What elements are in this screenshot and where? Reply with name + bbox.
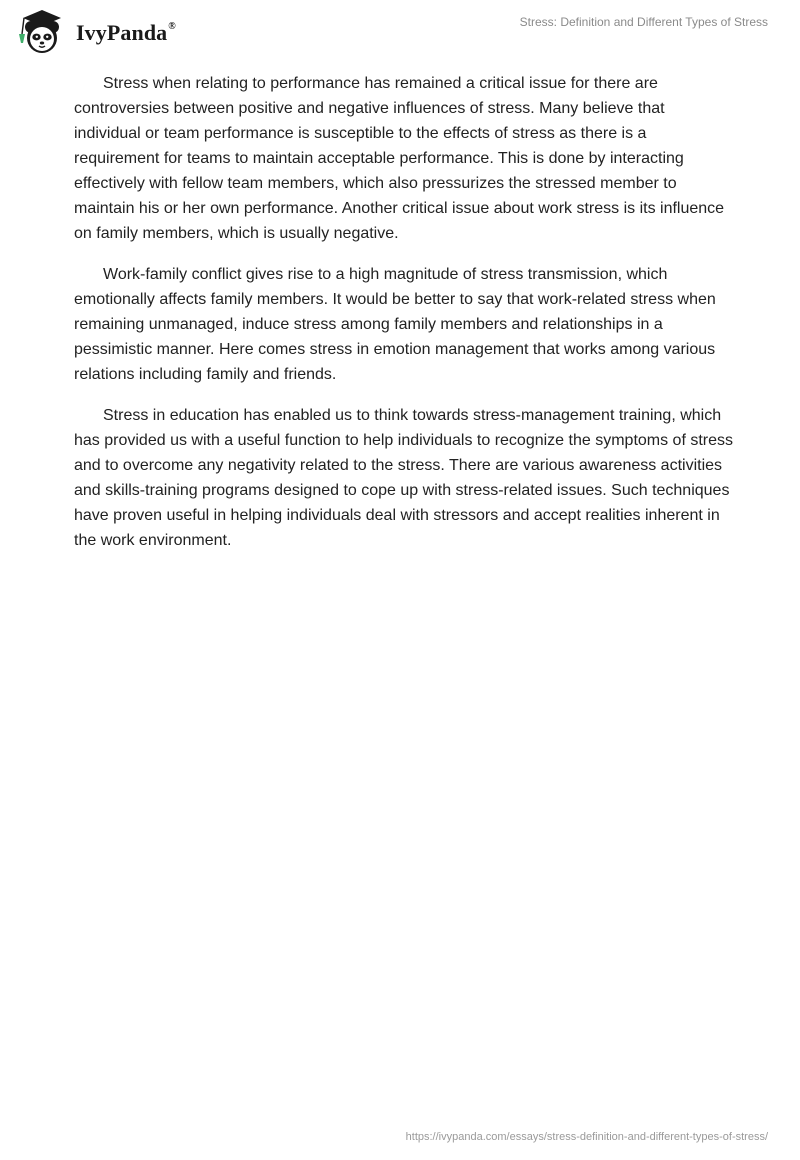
registered-mark: ®: [168, 20, 176, 32]
brand-name-text: IvyPanda: [76, 20, 168, 45]
page-header: [0, 0, 800, 60]
panda-graduation-cap-icon: [14, 8, 70, 56]
paragraph: Work-family conflict gives rise to a high magnitude of stress transmission, which emotionally affects family members. It would be better to say that work-related stress when remaining unmanaged, induce stress among family members and relationships in a pessimistic manner. Here comes stress in emotion management that works among various relations including family and friends.: [74, 266, 716, 383]
ivypanda-logo[interactable]: [14, 8, 176, 56]
paragraph: Stress when relating to performance has remained a critical issue for there are controversies between positive and negative influences of stress. Many believe that individual or team performance is susceptible to the effects of stress as there is a requirement for teams to maintain acceptable performance. This is done by interacting effectively with fellow team members, which also pressurizes the stressed member to maintain his or her own performance. Another critical issue about work stress is its influence on family members, which is usually negative.: [74, 75, 725, 242]
paragraph: Stress in education has enabled us to think towards stress-management training, which has provided us with a useful function to help individuals to recognize the symptoms of stress and to overcome any negativity related to the stress. There are various awareness activities and skills-training programs designed to cope up with stress-related issues. Such techniques have proven useful in helping individuals deal with stressors and accept realities inherent in the work environment.: [74, 407, 734, 549]
document-title: Stress: Definition and Different Types of Stress: [519, 15, 768, 29]
brand-name: [76, 20, 176, 46]
essay-body: [74, 71, 734, 569]
source-url[interactable]: https://ivypanda.com/essays/stress-definition-and-different-types-of-stress/: [405, 1131, 768, 1143]
